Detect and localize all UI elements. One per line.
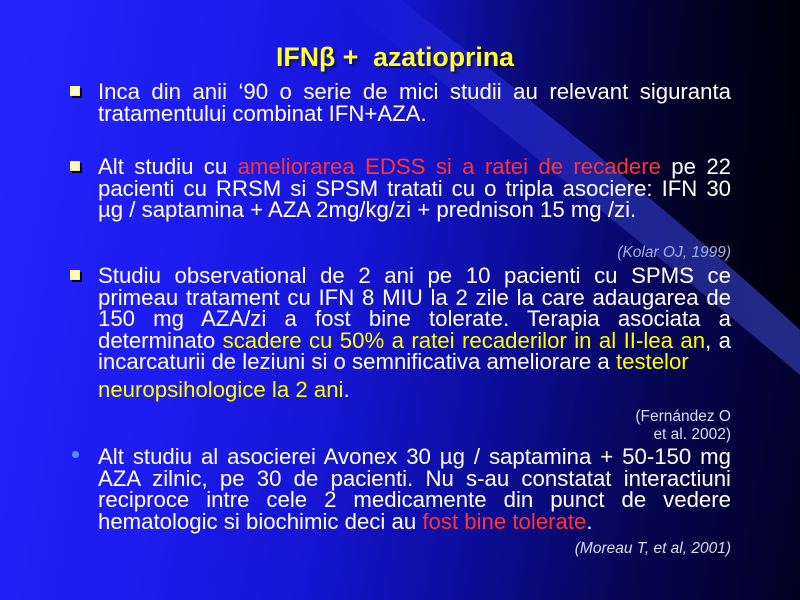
text-run: Studiu observational de 2 ani pe 10 pacienti cu SPMS ce: [98, 263, 731, 288]
bullet-text-line: [98, 446, 731, 468]
bullet-1: [98, 81, 731, 124]
text-run: determinato: [98, 327, 223, 353]
bullet-text-line: [98, 351, 731, 373]
text-run: µg / saptamina + AZA 2mg/kg/zi + prednison 15 mg /zi.: [98, 197, 637, 222]
bullet-text-line: [98, 199, 731, 221]
highlight-yellow-run: testelor: [615, 349, 689, 374]
bullet-2: [98, 156, 731, 221]
text-run: 150 mg AZA/zi a fost bine tolerate. Terapia asociata a: [98, 306, 731, 331]
citation-text: (Kolar OJ, 1999): [617, 244, 731, 261]
text-run: Alt studiu al asocierei Avonex 30 µg / saptamina + 50-150 mg: [98, 444, 731, 469]
bullet-text-line: [98, 465, 731, 491]
text-run: pe 22: [660, 154, 732, 179]
square-bullet-icon: [70, 86, 80, 96]
highlight-yellow-run: scadere cu 50% a ratei recaderilor in al II-lea an: [222, 327, 706, 353]
text-run: Inca din anii ‘90 o serie de mici studii au relevant siguranta: [98, 79, 731, 104]
bullet-text-line: [98, 100, 731, 126]
square-bullet-icon: [70, 161, 80, 171]
text-run: .: [586, 508, 593, 534]
bullet-text-line: [98, 308, 731, 330]
citation-text: (Fernández O: [635, 408, 731, 425]
bullet-text-line: [98, 265, 731, 287]
square-bullet-icon: [70, 270, 80, 280]
text-run: tratamentului combinat IFN+AZA.: [98, 100, 427, 126]
highlight-red-run: fost bine tolerate: [422, 508, 587, 534]
dot-bullet-icon: [72, 451, 79, 458]
bullet-text-line: [98, 284, 731, 310]
citation-text: et al. 2002): [653, 426, 731, 443]
text-run: primeau tratament cu IFN 8 MIU la 2 zile la care adaugarea de: [98, 284, 731, 310]
text-run: .: [343, 376, 350, 402]
citation-moreau: [98, 540, 731, 558]
citation-fernandez: [98, 408, 731, 444]
bullet-text-line: [98, 327, 731, 353]
slide-title: IFNβ + azatioprina: [276, 42, 514, 72]
text-run: , a: [705, 327, 731, 353]
highlight-red-run: ameliorarea EDSS si a ratei de recadere: [237, 154, 661, 179]
bullet-text-line: [98, 489, 731, 511]
bullet-text-line: [98, 81, 731, 103]
text-run: AZA zilnic, pe 30 de pacienti. Nu s-au constatat interactiuni: [98, 465, 731, 491]
bullet-3: [98, 265, 731, 400]
text-run: incarcaturii de leziuni si o semnificativa ameliorare a: [98, 349, 616, 374]
bullet-text-line: [98, 376, 731, 402]
text-run: pacienti cu RRSM si SPSM tratati cu o tripla asociere: IFN 30: [98, 175, 731, 201]
bullet-text-line: [98, 156, 731, 178]
text-run: Alt studiu cu: [98, 154, 238, 179]
citation-kolar: [98, 244, 731, 262]
highlight-yellow-run: neuropsihologice la 2 ani: [98, 376, 344, 402]
bullet-4: [98, 446, 731, 532]
bullet-text-line: [98, 508, 731, 534]
text-run: reciproce intre cele 2 medicamente din punct de vedere: [98, 487, 731, 512]
bullet-text-line: [98, 175, 731, 201]
text-run: hematologic si biochimic deci au: [98, 508, 423, 534]
citation-text: (Moreau T, et al, 2001): [574, 540, 731, 557]
